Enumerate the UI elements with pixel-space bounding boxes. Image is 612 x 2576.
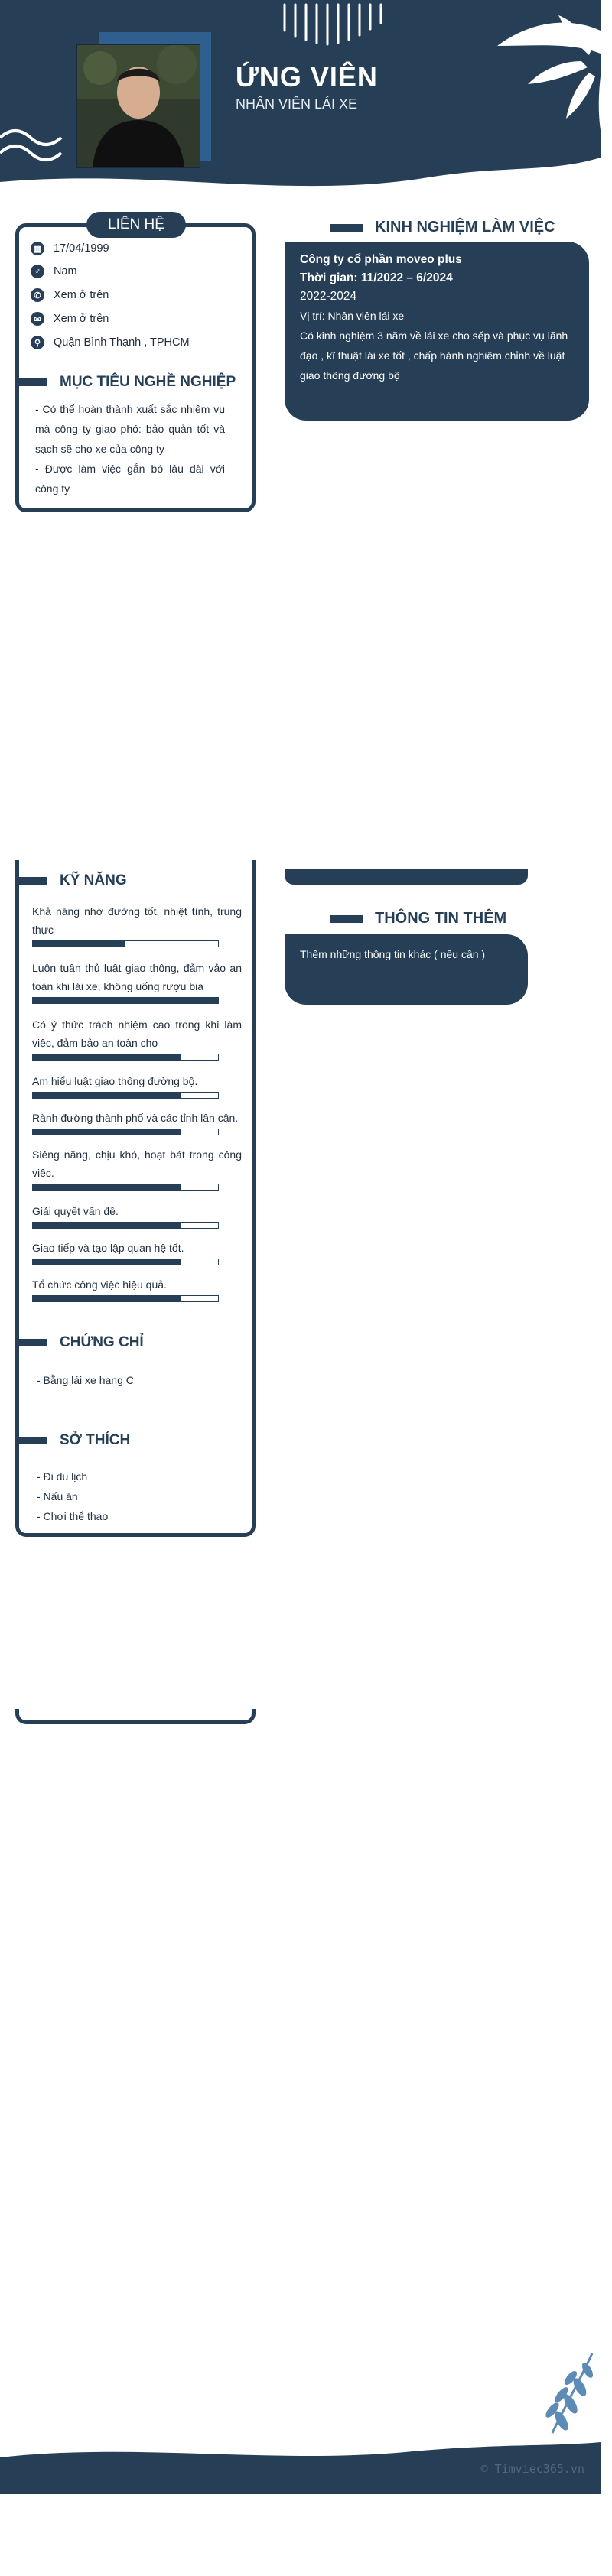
skill-bar-fill — [33, 1259, 181, 1265]
hobby-item: - Chơi thể thao — [37, 1510, 109, 1522]
hobbies-list — [37, 1467, 108, 1526]
objective-title: MỤC TIÊU NGHỀ NGHIỆP — [60, 374, 236, 390]
skill-text: Khả năng nhớ đường tốt, nhiệt tình, trung thực — [32, 905, 242, 936]
experience-card — [285, 242, 589, 421]
hobbies-title: SỞ THÍCH — [60, 1432, 131, 1448]
skill-bar-fill — [33, 1093, 181, 1098]
skill-bar-fill — [33, 1129, 181, 1135]
skill-bar — [32, 940, 219, 947]
certificates-heading-bar — [15, 1339, 47, 1346]
skill-text: Giải quyết vấn đề. — [32, 1205, 119, 1217]
hobbies-heading — [15, 1432, 130, 1449]
experience-title: KINH NGHIỆM LÀM VIỆC — [375, 219, 555, 236]
skill-bar-fill — [33, 941, 125, 947]
skill-bar — [32, 1184, 219, 1191]
contact-address — [31, 334, 190, 351]
skill-item — [32, 1239, 242, 1265]
extra-info-heading-bar — [330, 915, 363, 923]
contact-gender-text: Nam — [54, 265, 77, 278]
skill-item — [32, 1109, 242, 1135]
skill-item — [32, 902, 242, 947]
avatar-silhouette — [77, 45, 200, 167]
email-icon: ✉ — [31, 312, 44, 326]
calendar-icon: ▦ — [31, 242, 44, 255]
skill-text: Tổ chức công việc hiệu quả. — [32, 1278, 167, 1291]
objective-line: - Có thể hoàn thành xuất sắc nhiệm vụ mà công ty giao phó: bảo quản tốt và sạch sẽ cho xe của công ty — [35, 403, 225, 455]
skill-text: Rành đường thành phố và các tỉnh lân cận. — [32, 1112, 239, 1124]
contact-phone — [31, 287, 109, 304]
skill-bar-fill — [33, 1184, 181, 1190]
contact-phone-text: Xem ở trên — [54, 289, 109, 301]
objective-line: - Được làm việc gắn bó lâu dài với công ty — [35, 463, 225, 495]
footer-bottom-margin — [0, 2494, 612, 2576]
contact-birthday — [31, 240, 109, 257]
candidate-role: NHÂN VIÊN LÁI XE — [236, 96, 358, 112]
contact-title: LIÊN HỆ — [86, 212, 186, 238]
certificates-title: CHỨNG CHỈ — [60, 1334, 144, 1350]
contact-address-text: Quận Bình Thạnh , TPHCM — [54, 336, 190, 349]
phone-icon: ✆ — [31, 288, 44, 302]
skill-bar — [32, 1092, 219, 1099]
skill-text: Có ý thức trách nhiệm cao trong khi làm việc, đảm bảo an toàn cho — [32, 1018, 242, 1049]
extra-info-text: Thêm những thông tin khác ( nếu cần ) — [300, 948, 486, 960]
skill-bar — [32, 1295, 219, 1302]
skill-bar-fill — [33, 1296, 181, 1301]
skill-bar — [32, 1222, 219, 1229]
skill-bar — [32, 997, 219, 1004]
hobby-item: - Nấu ăn — [37, 1490, 78, 1502]
leaf-icon — [545, 2347, 598, 2439]
skill-item — [32, 1145, 242, 1191]
certificate-item: - Bằng lái xe hạng C — [37, 1374, 134, 1386]
experience-card-continuation — [285, 869, 528, 885]
skill-item — [32, 1072, 242, 1099]
experience-description: Có kinh nghiệm 3 năm về lái xe cho sếp và phục vụ lãnh đạo , kĩ thuật lái xe tốt , chấp hành nghiêm chỉnh về luật giao thông đường bộ — [300, 330, 568, 382]
contact-email — [31, 310, 109, 327]
contact-gender — [31, 263, 77, 280]
experience-heading — [330, 219, 555, 236]
experience-period: Thời gian: 11/2022 – 6/2024 — [300, 271, 453, 284]
skill-text: Am hiểu luật giao thông đường bộ. — [32, 1075, 198, 1087]
location-icon: ⚲ — [31, 336, 44, 349]
skill-bar-fill — [33, 1054, 181, 1060]
certificates-heading — [15, 1334, 144, 1351]
objective-heading-bar — [15, 378, 47, 386]
skill-bar-fill — [33, 998, 218, 1003]
hobbies-heading-bar — [15, 1437, 47, 1444]
experience-position: Vị trí: Nhân viên lái xe — [300, 310, 405, 322]
extra-info-heading — [330, 910, 506, 927]
skill-item — [32, 959, 242, 1004]
objective-text — [35, 399, 225, 499]
extra-info-title: THÔNG TIN THÊM — [375, 910, 507, 927]
skill-item — [32, 1275, 242, 1302]
skill-item — [32, 1202, 242, 1229]
skill-text: Luôn tuân thủ luật giao thông, đảm vảo an toàn khi lái xe, không uống rượu bia — [32, 962, 242, 992]
contact-email-text: Xem ở trên — [54, 313, 109, 325]
skills-title: KỸ NĂNG — [60, 872, 127, 888]
skill-bar-fill — [33, 1223, 181, 1228]
skills-heading — [15, 872, 127, 889]
extra-info-card — [285, 934, 528, 1005]
hobby-item: - Đi du lịch — [37, 1470, 88, 1483]
objective-heading — [15, 374, 236, 391]
candidate-name: ỨNG VIÊN — [236, 61, 378, 93]
skill-text: Siêng năng, chịu khó, hoạt bát trong công việc. — [32, 1148, 242, 1179]
left-panel-bottom — [15, 1709, 256, 1724]
skill-text: Giao tiếp và tạo lập quan hệ tốt. — [32, 1242, 184, 1254]
experience-years: 2022-2024 — [300, 290, 357, 303]
experience-company: Công ty cổ phần moveo plus — [300, 253, 462, 266]
skill-bar — [32, 1259, 219, 1265]
contact-birthday-text: 17/04/1999 — [54, 242, 109, 255]
experience-heading-bar — [330, 224, 363, 232]
skills-heading-bar — [15, 877, 47, 885]
skill-bar — [32, 1054, 219, 1061]
skill-bar — [32, 1129, 219, 1135]
skill-item — [32, 1015, 242, 1061]
watermark: © Timviec365.vn — [480, 2462, 584, 2476]
gender-icon: ♂ — [31, 265, 44, 278]
candidate-photo — [76, 44, 200, 168]
